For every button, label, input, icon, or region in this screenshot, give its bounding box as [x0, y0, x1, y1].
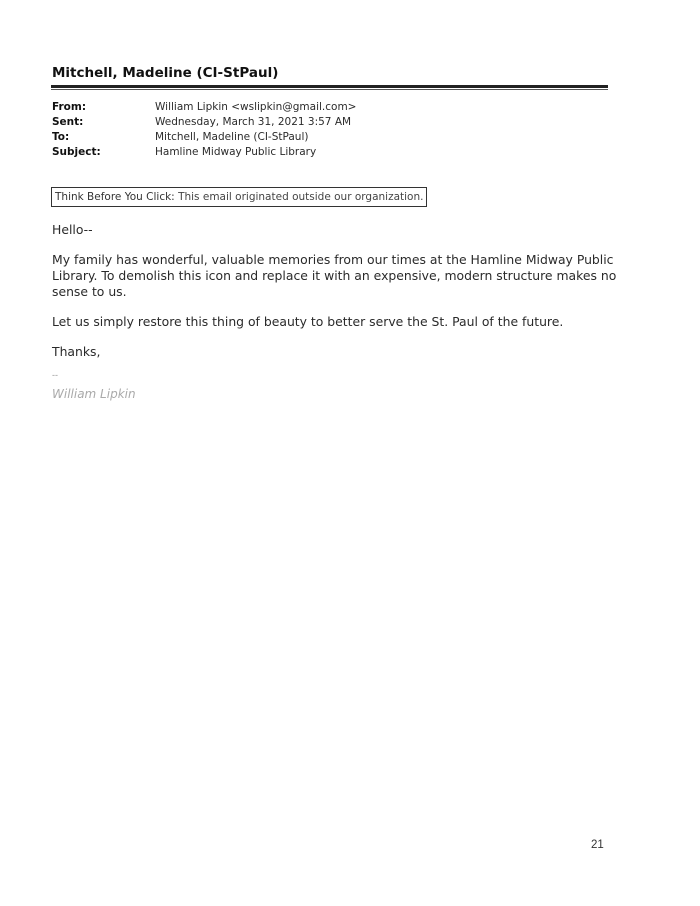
- external-email-warning-banner: [51, 187, 427, 207]
- header-value-sent: Wednesday, March 31, 2021 3:57 AM: [155, 116, 352, 128]
- header-value-from: William Lipkin <wslipkin@gmail.com>: [155, 101, 357, 113]
- header-label-subject: Subject:: [52, 146, 101, 158]
- heading-rule-thin: [51, 89, 608, 90]
- email-header-block: [52, 100, 356, 160]
- header-row-sent: [52, 115, 356, 130]
- warning-banner-lead: Think Before You Click:: [55, 191, 175, 203]
- signature-name: William Lipkin: [52, 387, 136, 401]
- body-paragraph-1: My family has wonderful, valuable memories from our times at the Hamline Midway Public Library. To demolish this icon and replace it with an expensive, modern structure makes no sense to us.: [52, 252, 617, 299]
- header-value-subject: Hamline Midway Public Library: [155, 146, 317, 158]
- header-row-to: [52, 130, 356, 145]
- header-label-sent: Sent:: [52, 116, 84, 128]
- header-value-to: Mitchell, Madeline (CI-StPaul): [155, 131, 309, 143]
- signature-separator: --: [52, 370, 58, 380]
- warning-banner-text: This email originated outside our organization.: [174, 191, 424, 203]
- email-body: [52, 222, 627, 360]
- heading-rule-thick: [51, 85, 608, 88]
- header-row-from: [52, 100, 356, 115]
- body-paragraph-2: Let us simply restore this thing of beauty to better serve the St. Paul of the future.: [52, 314, 564, 329]
- header-label-from: From:: [52, 101, 87, 113]
- header-label-to: To:: [52, 131, 70, 143]
- body-greeting: Hello--: [52, 222, 93, 237]
- header-row-subject: [52, 145, 356, 160]
- body-closing: Thanks,: [52, 344, 101, 359]
- page-number: 21: [591, 839, 604, 851]
- mailbox-owner-heading: Mitchell, Madeline (CI-StPaul): [52, 65, 279, 81]
